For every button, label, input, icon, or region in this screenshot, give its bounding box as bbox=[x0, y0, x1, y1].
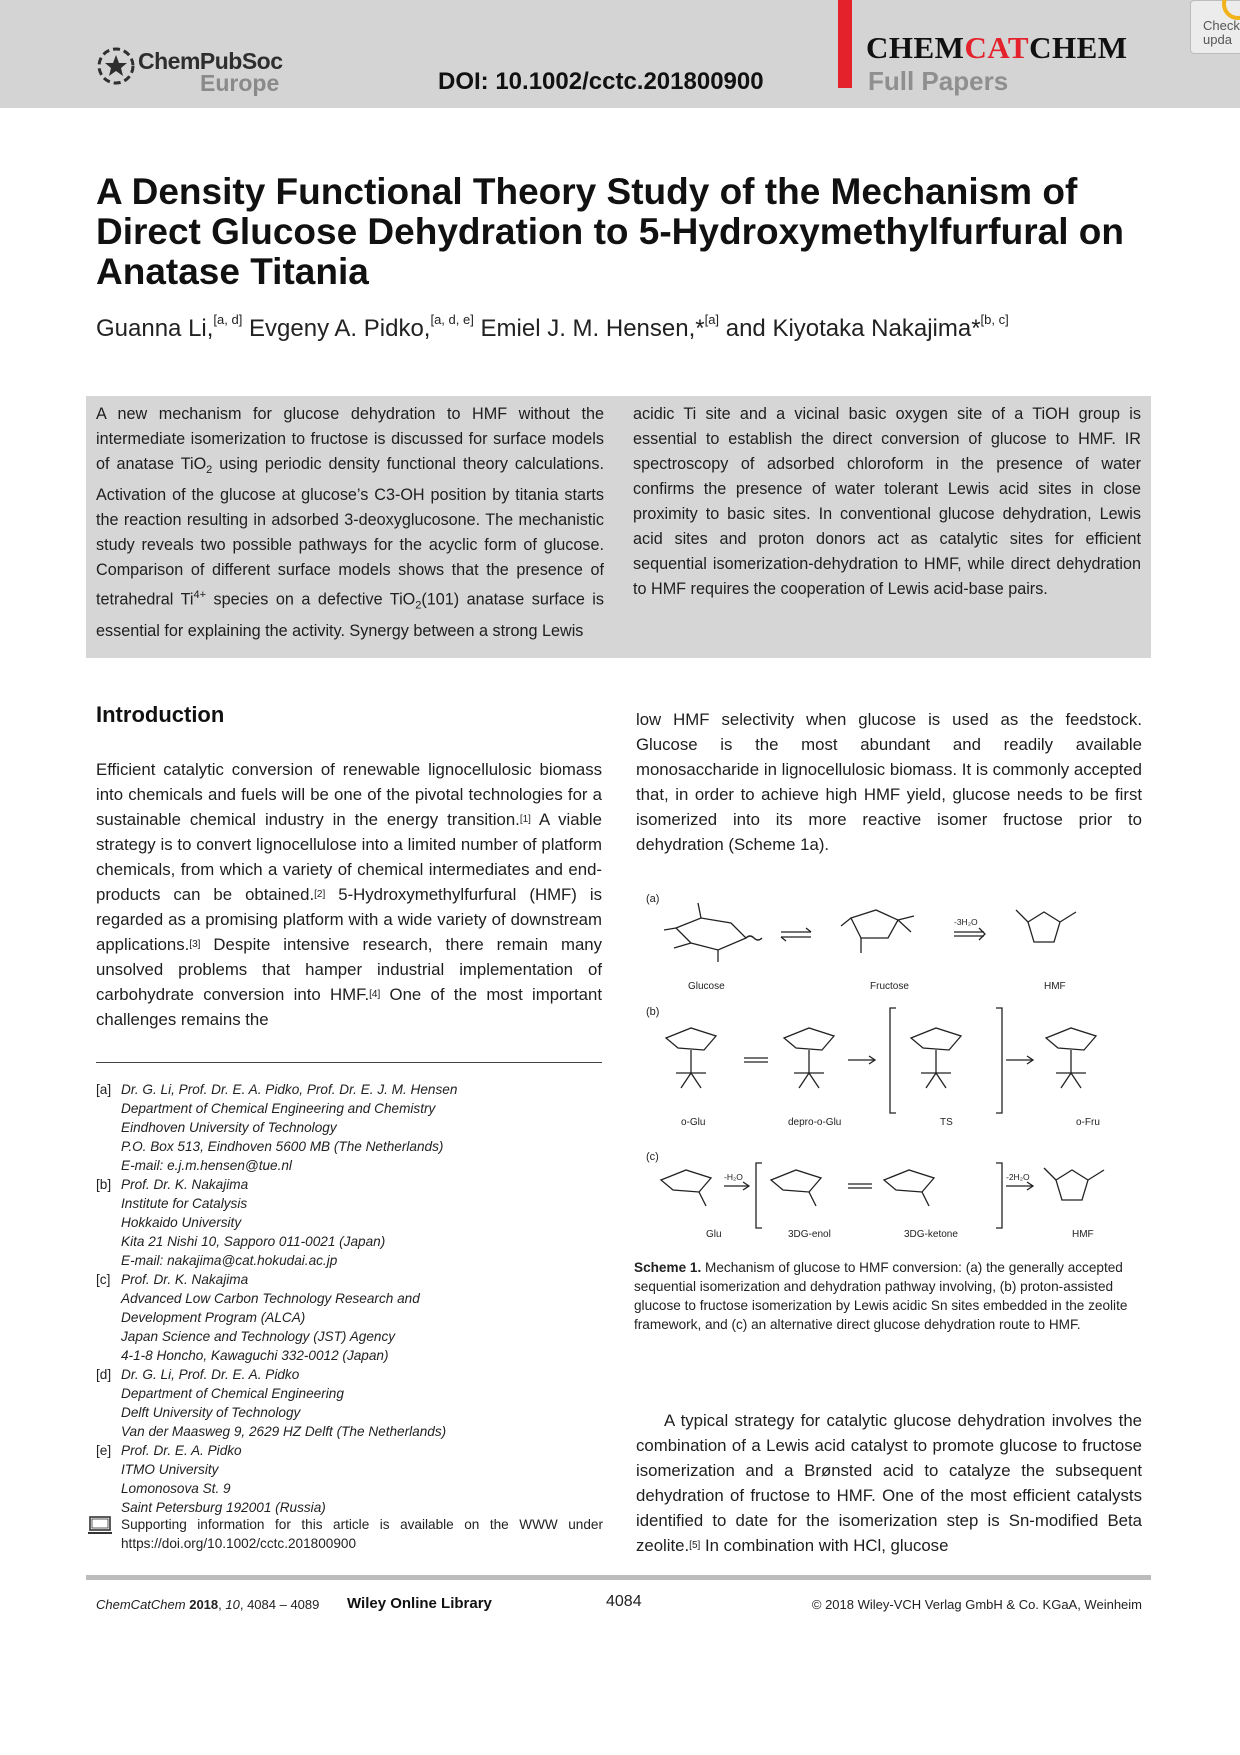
reference-link[interactable]: [1] bbox=[519, 814, 531, 825]
email-link[interactable]: E-mail: e.j.m.hensen@tue.nl bbox=[121, 1158, 292, 1173]
affiliation-tag: [d] bbox=[96, 1367, 112, 1382]
journal-name-part3: CHEM bbox=[1029, 30, 1128, 65]
publisher-logo[interactable] bbox=[96, 46, 296, 98]
affiliation-line: Delft University of Technology bbox=[121, 1405, 301, 1420]
ts-structure bbox=[911, 1028, 961, 1088]
3dg-ketone-label: 3DG-ketone bbox=[904, 1229, 958, 1240]
journal-logo[interactable] bbox=[866, 30, 1128, 66]
hmf-label: HMF bbox=[1044, 981, 1066, 992]
abstract-text: (101) anatase surface is essential for explaining the activity. Synergy between a strong Lewis bbox=[96, 590, 604, 640]
author-name: Evgeny A. Pidko, bbox=[249, 315, 431, 342]
affiliation-tag: [a] bbox=[96, 1082, 112, 1097]
body-right-column-continued bbox=[636, 1408, 1142, 1558]
3dg-enol-label: 3DG-enol bbox=[788, 1229, 831, 1240]
caption-label: Scheme 1. bbox=[634, 1260, 702, 1275]
abstract-right-column: acidic Ti site and a vicinal basic oxygen site of a TiOH group is essential to establish the direct conversion of glucose to HMF. IR spectroscopy of adsorbed chloroform in the presence of water confirms the presence of water tolerant Lewis acid sites in close proximity to basic sites. In conventional glucose dehydration, Lewis acid sites and proton donors act as catalytic sites for efficient sequential isomerization-dehydration to HMF, while direct dehydration to HMF requires the cooperation of Lewis acid-base pairs. bbox=[633, 405, 1141, 598]
reaction-arrow bbox=[954, 928, 985, 940]
introduction-right-column: low HMF selectivity when glucose is used as the feedstock. Glucose is the most abundant and readily available monosaccharide in lignocellulosic biomass. It is commonly accepted that, in order to achieve high HMF yield, glucose needs to be first isomerized into its more reactive isomer fructose prior to dehydration (Scheme 1a). bbox=[636, 710, 1142, 854]
affiliation-line: Prof. Dr. E. A. Pidko bbox=[121, 1443, 242, 1458]
affiliation-line: Van der Maasweg 9, 2629 HZ Delft (The Netherlands) bbox=[121, 1424, 447, 1439]
reference-link[interactable]: [3] bbox=[189, 939, 201, 950]
3dg-ketone-structure bbox=[884, 1170, 934, 1206]
footer-divider bbox=[86, 1575, 1151, 1580]
body-text: A viable strategy is to convert lignocellulose into a limited number of platform chemicals, from which a variety of chemical intermediates and end-products can be obtained. bbox=[96, 810, 602, 904]
intermediate-bracket bbox=[756, 1163, 1002, 1228]
dehydration-label: -H₂O bbox=[724, 1172, 743, 1182]
author-affiliation-ref: [b, c] bbox=[980, 312, 1009, 327]
dehydration-label: -3H₂O bbox=[954, 917, 978, 927]
3dg-enol-structure bbox=[771, 1170, 821, 1206]
author-list bbox=[96, 312, 1009, 343]
reaction-arrow bbox=[1006, 1182, 1033, 1190]
affiliation-line: 4-1-8 Honcho, Kawaguchi 332-0012 (Japan) bbox=[121, 1348, 389, 1363]
o-fru-label: o-Fru bbox=[1076, 1117, 1100, 1128]
affiliation-b bbox=[96, 1175, 616, 1270]
supporting-information-note bbox=[88, 1515, 603, 1553]
affiliation-tag: [e] bbox=[96, 1443, 112, 1458]
affiliation-tag: [b] bbox=[96, 1177, 112, 1192]
o-glu-label: o-Glu bbox=[681, 1117, 706, 1128]
affiliations bbox=[96, 1080, 616, 1517]
introduction-heading: Introduction bbox=[96, 702, 225, 727]
glu-label: Glu bbox=[706, 1229, 722, 1240]
o-glu-structure bbox=[666, 1028, 716, 1088]
subscript: 2 bbox=[415, 599, 422, 612]
affiliation-line: Hokkaido University bbox=[121, 1215, 242, 1230]
panel-c-label: (c) bbox=[646, 1151, 659, 1163]
scheme-1-figure bbox=[636, 888, 1146, 1248]
body-text: Efficient catalytic conversion of renewable lignocellulosic biomass into chemicals and fuels will be one of the pivotal technologies for a sustainable chemical industry in the energy transition. bbox=[96, 760, 602, 829]
affiliation-line: Prof. Dr. K. Nakajima bbox=[121, 1177, 249, 1192]
panel-a-label: (a) bbox=[646, 893, 660, 905]
glucose-label: Glucose bbox=[688, 981, 725, 992]
transition-state-bracket bbox=[890, 1008, 1002, 1113]
affiliation-e bbox=[96, 1441, 616, 1517]
page-range: , 4084 – 4089 bbox=[239, 1597, 320, 1612]
caption-text: Mechanism of glucose to HMF conversion: (a) the generally accepted sequential isomerization and dehydration pathway involving, (b) proton-assisted glucose to fructose isomerization by Lewis acidic Sn sites embedded in the zeolite framework, and (c) an alternative direct glucose dehydration route to HMF. bbox=[634, 1260, 1128, 1332]
abstract-text: species on a defective TiO bbox=[206, 590, 416, 609]
journal-name-part1: CHEM bbox=[866, 30, 965, 65]
wiley-online-library-link[interactable]: Wiley Online Library bbox=[347, 1595, 492, 1612]
scheme-caption bbox=[634, 1258, 1134, 1334]
publisher-name: ChemPubSoc bbox=[138, 48, 283, 74]
affiliation-tag: [c] bbox=[96, 1272, 111, 1287]
panel-b-label: (b) bbox=[646, 1006, 660, 1018]
affiliation-line: Dr. G. Li, Prof. Dr. E. A. Pidko, Prof. Dr. E. J. M. Hensen bbox=[121, 1082, 458, 1097]
dehydration-label: -2H₂O bbox=[1006, 1172, 1030, 1182]
affiliation-line: Saint Petersburg 192001 (Russia) bbox=[121, 1500, 326, 1515]
affiliation-line: Dr. G. Li, Prof. Dr. E. A. Pidko bbox=[121, 1367, 300, 1382]
affiliation-a bbox=[96, 1080, 616, 1175]
journal-name-part2: CAT bbox=[964, 30, 1030, 65]
footnote-divider bbox=[96, 1062, 602, 1063]
affiliation-line: P.O. Box 513, Eindhoven 5600 MB (The Netherlands) bbox=[121, 1139, 444, 1154]
hmf-structure bbox=[1016, 910, 1076, 942]
affiliation-d bbox=[96, 1365, 616, 1441]
paragraph bbox=[636, 1408, 1142, 1558]
author-affiliation-ref: [a] bbox=[704, 312, 720, 327]
affiliation-line: Development Program (ALCA) bbox=[121, 1310, 306, 1325]
affiliation-line: Japan Science and Technology (JST) Agency bbox=[121, 1329, 396, 1344]
section-label: Full Papers bbox=[868, 66, 1009, 96]
body-text: A typical strategy for catalytic glucose dehydration involves the combination of a Lewis acid catalyst to promote glucose to fructose isomerization and a Brønsted acid to catalyze the subsequent dehydration of fructose to HMF. One of the most efficient catalysts identified to date for the isomerization step is Sn-modified Beta zeolite. bbox=[636, 1411, 1142, 1555]
fructose-label: Fructose bbox=[870, 981, 909, 992]
year: 2018 bbox=[189, 1597, 219, 1612]
affiliation-line: Lomonosova St. 9 bbox=[121, 1481, 231, 1496]
reaction-arrow bbox=[724, 1182, 749, 1190]
affiliation-line: Eindhoven University of Technology bbox=[121, 1120, 337, 1135]
publisher-region: Europe bbox=[200, 70, 280, 96]
affiliation-line: ITMO University bbox=[121, 1462, 219, 1477]
page-number: 4084 bbox=[606, 1593, 642, 1610]
supporting-information-link[interactable]: Supporting information for this article is available on the WWW under https://doi.org/10.1002/cctc.201800900 bbox=[121, 1517, 603, 1551]
superscript: 4+ bbox=[193, 589, 207, 602]
glu-structure bbox=[661, 1170, 711, 1206]
computer-icon bbox=[88, 1516, 112, 1536]
reference-link[interactable]: [5] bbox=[689, 1540, 701, 1551]
abstract-text: using periodic density functional theory calculations. Activation of the glucose at glucose’s C3-OH position by titania starts the reaction resulting in adsorbed 3-deoxyglucosone. The mechanistic study reveals two possible pathways for the acyclic form of glucose. Comparison of different surface models shows that the presence of tetrahedral Ti bbox=[96, 455, 604, 609]
body-text: Despite intensive research, there remain many unsolved problems that hamper industrial implementation of carbohydrate conversion into HMF. bbox=[96, 935, 602, 1004]
affiliation-c bbox=[96, 1270, 616, 1365]
author-name: and Kiyotaka Nakajima* bbox=[725, 315, 981, 342]
email-link[interactable]: E-mail: nakajima@cat.hokudai.ac.jp bbox=[121, 1253, 338, 1268]
reference-link[interactable]: [2] bbox=[314, 889, 326, 900]
affiliation-line: Prof. Dr. K. Nakajima bbox=[121, 1272, 249, 1287]
doi-link[interactable]: DOI: 10.1002/cctc.201800900 bbox=[438, 68, 764, 95]
journal-accent-bar bbox=[838, 0, 852, 88]
citation: ChemCatChem 2018, 10, 4084 – 4089 bbox=[96, 1597, 320, 1612]
introduction-left-column bbox=[96, 757, 602, 1032]
body-text: 5-Hydroxymethylfurfural (HMF) is regarded as a promising platform with a wide variety of downstream applications. bbox=[96, 885, 602, 954]
equilibrium-arrow bbox=[744, 1058, 768, 1062]
affiliation-line: Department of Chemical Engineering bbox=[121, 1386, 344, 1401]
hmf-label: HMF bbox=[1072, 1229, 1094, 1240]
affiliation-line: Institute for Catalysis bbox=[121, 1196, 248, 1211]
affiliation-line: Kita 21 Nishi 10, Sapporo 011-0021 (Japan) bbox=[121, 1234, 386, 1249]
depro-o-glu-label: depro-o-Glu bbox=[788, 1117, 842, 1128]
hmf-structure bbox=[1044, 1168, 1104, 1200]
check-for-updates-badge[interactable]: Check upda bbox=[1190, 0, 1240, 54]
subscript: 2 bbox=[206, 464, 213, 477]
abstract-text: A new mechanism for glucose dehydration to HMF without the intermediate isomerization to fructose is discussed for surface models of anatase TiO bbox=[96, 405, 604, 473]
article-title: A Density Functional Theory Study of the Mechanism of Direct Glucose Dehydration to 5-Hydroxymethylfurfural on Anatase Titania bbox=[96, 171, 1124, 292]
glucose-structure bbox=[664, 903, 762, 962]
body-text: In combination with HCl, glucose bbox=[700, 1536, 949, 1555]
o-fru-structure bbox=[1046, 1028, 1096, 1088]
depro-o-glu-structure bbox=[784, 1028, 834, 1088]
author-affiliation-ref: [a, d] bbox=[213, 312, 243, 327]
fructose-structure bbox=[841, 910, 914, 953]
copyright: © 2018 Wiley-VCH Verlag GmbH & Co. KGaA, Weinheim bbox=[811, 1597, 1142, 1612]
affiliation-line: Advanced Low Carbon Technology Research and bbox=[121, 1291, 420, 1306]
body-text: One of the most important challenges remains the bbox=[96, 985, 602, 1029]
author-name: Guanna Li, bbox=[96, 315, 214, 342]
author-name: Emiel J. M. Hensen,* bbox=[480, 315, 705, 342]
author-affiliation-ref: [a, d, e] bbox=[430, 312, 474, 327]
reference-link[interactable]: [4] bbox=[369, 989, 381, 1000]
reaction-arrow bbox=[848, 1056, 875, 1064]
journal-name: ChemCatChem bbox=[96, 1597, 186, 1612]
equilibrium-arrow bbox=[781, 928, 811, 941]
equilibrium-arrow bbox=[848, 1184, 872, 1188]
ts-label: TS bbox=[940, 1117, 953, 1128]
reaction-arrow bbox=[1006, 1056, 1033, 1064]
chempubsoc-star-icon bbox=[96, 46, 136, 86]
volume: 10 bbox=[225, 1597, 240, 1612]
affiliation-line: Department of Chemical Engineering and Chemistry bbox=[121, 1101, 436, 1116]
abstract-left-column bbox=[96, 402, 604, 644]
